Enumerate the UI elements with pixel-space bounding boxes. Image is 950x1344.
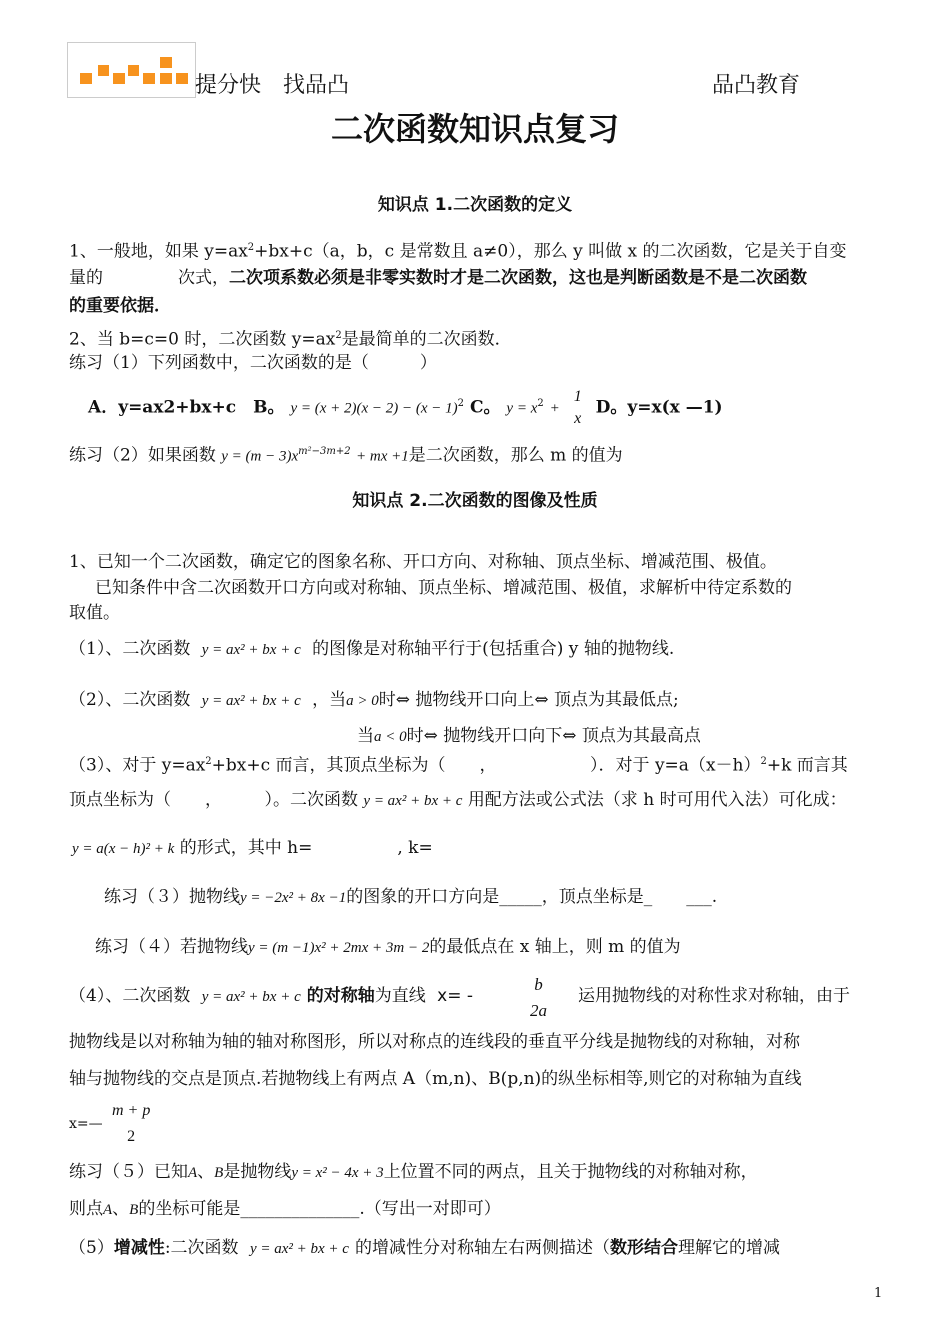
page-title: 二次函数知识点复习 xyxy=(330,110,619,148)
s1-text: 2、当 b=c=0 时，二次函数 y=ax xyxy=(69,329,336,350)
s2-text: 、 xyxy=(197,1162,215,1182)
s2-text: 时⇔ 抛物线开口向上⇔ 顶点为其最低点; xyxy=(378,690,679,710)
s2-text: 练习（３）抛物线 xyxy=(104,887,240,907)
s1-para2: 2、当 b=c=0 时，二次函数 $y=ax^2$是最简单的二次函数． xyxy=(69,329,512,350)
point-b: B xyxy=(129,1202,139,1218)
s1-para1-line1: 1、一般地，如果 $y=ax^2+bx+c(a$，b，c 是常数且 a≠0），那么 y 叫做 x 的二次函数，它是关于自变 xyxy=(69,241,847,262)
axis-formula: x= - xyxy=(437,986,473,1006)
s2-exercise4 xyxy=(95,935,681,960)
s2-q1: 1、已知一个二次函数，确定它的图象名称、开口方向、对称轴、顶点坐标、增减范围、极值。 xyxy=(69,552,777,572)
s2-text: 的形式，其中 h= , k= xyxy=(179,838,433,858)
quad-expr: y = ax² + bx + c xyxy=(201,693,301,709)
fraction-m-plus-p-over-2 xyxy=(112,1098,150,1150)
s2-text: ，当 xyxy=(312,690,347,710)
quad-expr: y = ax² + bx + c xyxy=(249,1241,349,1257)
s2-point2 xyxy=(69,688,679,713)
option-d: D。y=x(x —1) xyxy=(595,397,723,418)
option-c: C。 xyxy=(469,397,501,418)
s2-text: 当 xyxy=(357,726,374,746)
s1-para1-line2 xyxy=(69,266,807,290)
s2-text: 的最低点在 x 轴上，则 m 的值为 xyxy=(429,937,681,957)
quad-expr: y = ax² + bx + c xyxy=(201,989,301,1005)
frac-num: b xyxy=(534,975,543,994)
quad-expr: y = ax² + bx + c xyxy=(201,642,301,658)
s1-para1-line3: 的重要依据． xyxy=(69,296,171,316)
s2-text: （1）、二次函数 xyxy=(69,639,191,659)
s2-emphasis: 增减性 xyxy=(113,1238,165,1258)
s2-text: +k 而言其 xyxy=(766,755,848,776)
ex5-fn: y = x² − 4x + 3 xyxy=(291,1165,384,1181)
s2-text: 则点 xyxy=(69,1199,103,1219)
frac-num: m + p xyxy=(112,1102,151,1119)
s1-text: 1、一般地，如果 y=ax xyxy=(69,241,248,262)
frac-num: 1 xyxy=(573,388,582,405)
s1-text: 练习（2）如果函数 xyxy=(69,445,216,466)
s1-exercise2 xyxy=(69,440,623,469)
frac-den: 2 xyxy=(127,1128,136,1145)
s2-text: 是抛物线 xyxy=(223,1162,292,1182)
s2-point2-line2 xyxy=(357,724,701,749)
point-a: A xyxy=(103,1202,113,1218)
s2-text: （5） xyxy=(69,1238,114,1258)
s2-point3-line3 xyxy=(72,836,433,861)
s2-text: 练习（４）若抛物线 xyxy=(95,937,248,957)
frac-den: 2a xyxy=(530,1001,547,1020)
s2-text: 、 xyxy=(112,1199,130,1219)
s2-text: 时⇔ 抛物线开口向下⇔ 顶点为其最高点 xyxy=(406,726,701,746)
s2-point4-line2: 抛物线是以对称轴为轴的轴对称图形，所以对称点的连线段的垂直平分线是抛物线的对称轴，对称 xyxy=(69,1032,800,1052)
s2-text: （3）、对于 y=ax xyxy=(69,755,206,776)
s1-text: 是二次函数，那么 m 的值为 xyxy=(408,445,623,466)
s1-exercise1: 练习（1）下列函数中，二次函数的是（ ） xyxy=(69,353,437,373)
s2-emphasis: 的对称轴 xyxy=(306,986,375,1006)
logo xyxy=(67,42,196,98)
s2-text: 的图象的开口方向是_____，顶点坐标是_ ___. xyxy=(346,887,718,907)
point-a: A xyxy=(188,1165,198,1181)
option-a: A．y=ax2+bx+c B。 xyxy=(88,397,285,418)
frac-den: x xyxy=(574,410,582,427)
s2-q1b: 已知条件中含二次函数开口方向或对称轴、顶点坐标、增减范围、极值，求解析中待定系数的 xyxy=(95,578,792,598)
s2-point1 xyxy=(69,637,674,662)
option-c-expr: y = x xyxy=(506,400,538,417)
s1-emphasis: 二次项系数必须是非零实数时才是二次函数，这也是判断函数是不是二次函数 xyxy=(229,268,807,288)
a-positive: a > 0 xyxy=(346,693,379,709)
point-b: B xyxy=(214,1165,224,1181)
header-slogan: 提分快 找品凸 xyxy=(195,73,350,98)
s2-text: :二次函数 xyxy=(164,1238,239,1258)
s2-text: 练习（５）已知 xyxy=(69,1162,188,1182)
ex3-fn: y = −2x² + 8x −1 xyxy=(240,890,347,906)
s2-exercise3 xyxy=(104,885,717,910)
ex2-expr: y = (m − 3)x xyxy=(221,448,299,465)
option-c-plus: + xyxy=(549,400,560,417)
fraction-one-over-x xyxy=(574,386,582,430)
s2-text: （2）、二次函数 xyxy=(69,690,191,710)
s2-point4-line3: 轴与抛物线的交点是顶点.若抛物线上有两点 A（m,n)、B(p,n)的纵坐标相等,则它的对称轴为直线 xyxy=(69,1069,802,1089)
s2-exercise5-line2 xyxy=(69,1197,501,1222)
ex2-expr-tail: + mx +1 xyxy=(356,448,409,465)
s2-exercise5 xyxy=(69,1160,758,1185)
s2-point4-axis: x=— xyxy=(69,1116,103,1132)
s1-text: 量的 xyxy=(69,268,103,288)
page-number: 1 xyxy=(874,1286,883,1301)
s2-text: 的图像是对称轴平行于(包括重合) y 轴的抛物线. xyxy=(312,639,675,659)
s2-text: 上位置不同的两点，且关于抛物线的对称轴对称， xyxy=(383,1162,758,1182)
a-negative: a < 0 xyxy=(374,729,407,745)
quad-expr: y = ax² + bx + c xyxy=(363,793,463,809)
s2-point4 xyxy=(69,984,473,1009)
s2-point5 xyxy=(69,1236,780,1261)
ex2-exponent: m²−3m+2 xyxy=(298,446,351,457)
vertex-form: y = a(x − h)² + k xyxy=(72,841,175,857)
s2-emphasis: 数形结合 xyxy=(609,1238,678,1258)
option-b-expr: y = (x + 2)(x − 2) − (x − 1) xyxy=(290,400,458,417)
s2-text: +bx+c 而言，其顶点坐标为（ ， ）．对于 y=a（x－h） xyxy=(211,755,761,776)
s2-text: 用配方法或公式法（求 h 时可用代入法）可化成： xyxy=(467,790,847,810)
s2-text: 为直线 xyxy=(374,986,426,1006)
ex4-fn: y = (m −1)x² + 2mx + 3m − 2 xyxy=(248,940,430,956)
s2-text: 顶点坐标为（ ， ）。二次函数 xyxy=(69,790,358,810)
s2-point4-tail: 运用抛物线的对称性求对称轴，由于 xyxy=(578,986,850,1006)
s1-options: A．y=ax2+bx+c B。 $y = (x + 2)(x - 2) - (x - 1)^2$ C。 $y = x^2$ + 1 x D。y=x(x —1) xyxy=(88,386,723,430)
s2-point3-line2 xyxy=(69,788,847,813)
s2-text: （4）、二次函数 xyxy=(69,986,191,1006)
s2-text: 的增减性分对称轴左右两侧描述（ xyxy=(354,1238,610,1258)
s2-q1c: 取值。 xyxy=(69,603,120,623)
s2-text: 的坐标可能是______________.（写出一对即可） xyxy=(138,1199,501,1219)
s1-text: 是最简单的二次函数． xyxy=(341,329,512,350)
section2-heading: 知识点 2.二次函数的图像及性质 xyxy=(352,491,598,511)
s2-text: 理解它的增减 xyxy=(677,1238,780,1258)
section1-heading: 知识点 1.二次函数的定义 xyxy=(377,195,573,215)
header-brand: 品凸教育 xyxy=(712,73,801,98)
logo-graphic xyxy=(68,43,195,97)
s1-text: 次式， xyxy=(178,268,229,288)
fraction-b-over-2a xyxy=(530,972,547,1024)
s1-text: +bx+c（a，b，c 是常数且 a≠0），那么 y 叫做 x 的二次函数，它是关于自变 xyxy=(254,241,847,262)
s2-point3: （3）、对于 $y=ax^2+bx+c$ 而言，其顶点坐标为（ ， ）．对于 $y=a(x-h)^2+k$ 而言其 xyxy=(69,755,848,776)
